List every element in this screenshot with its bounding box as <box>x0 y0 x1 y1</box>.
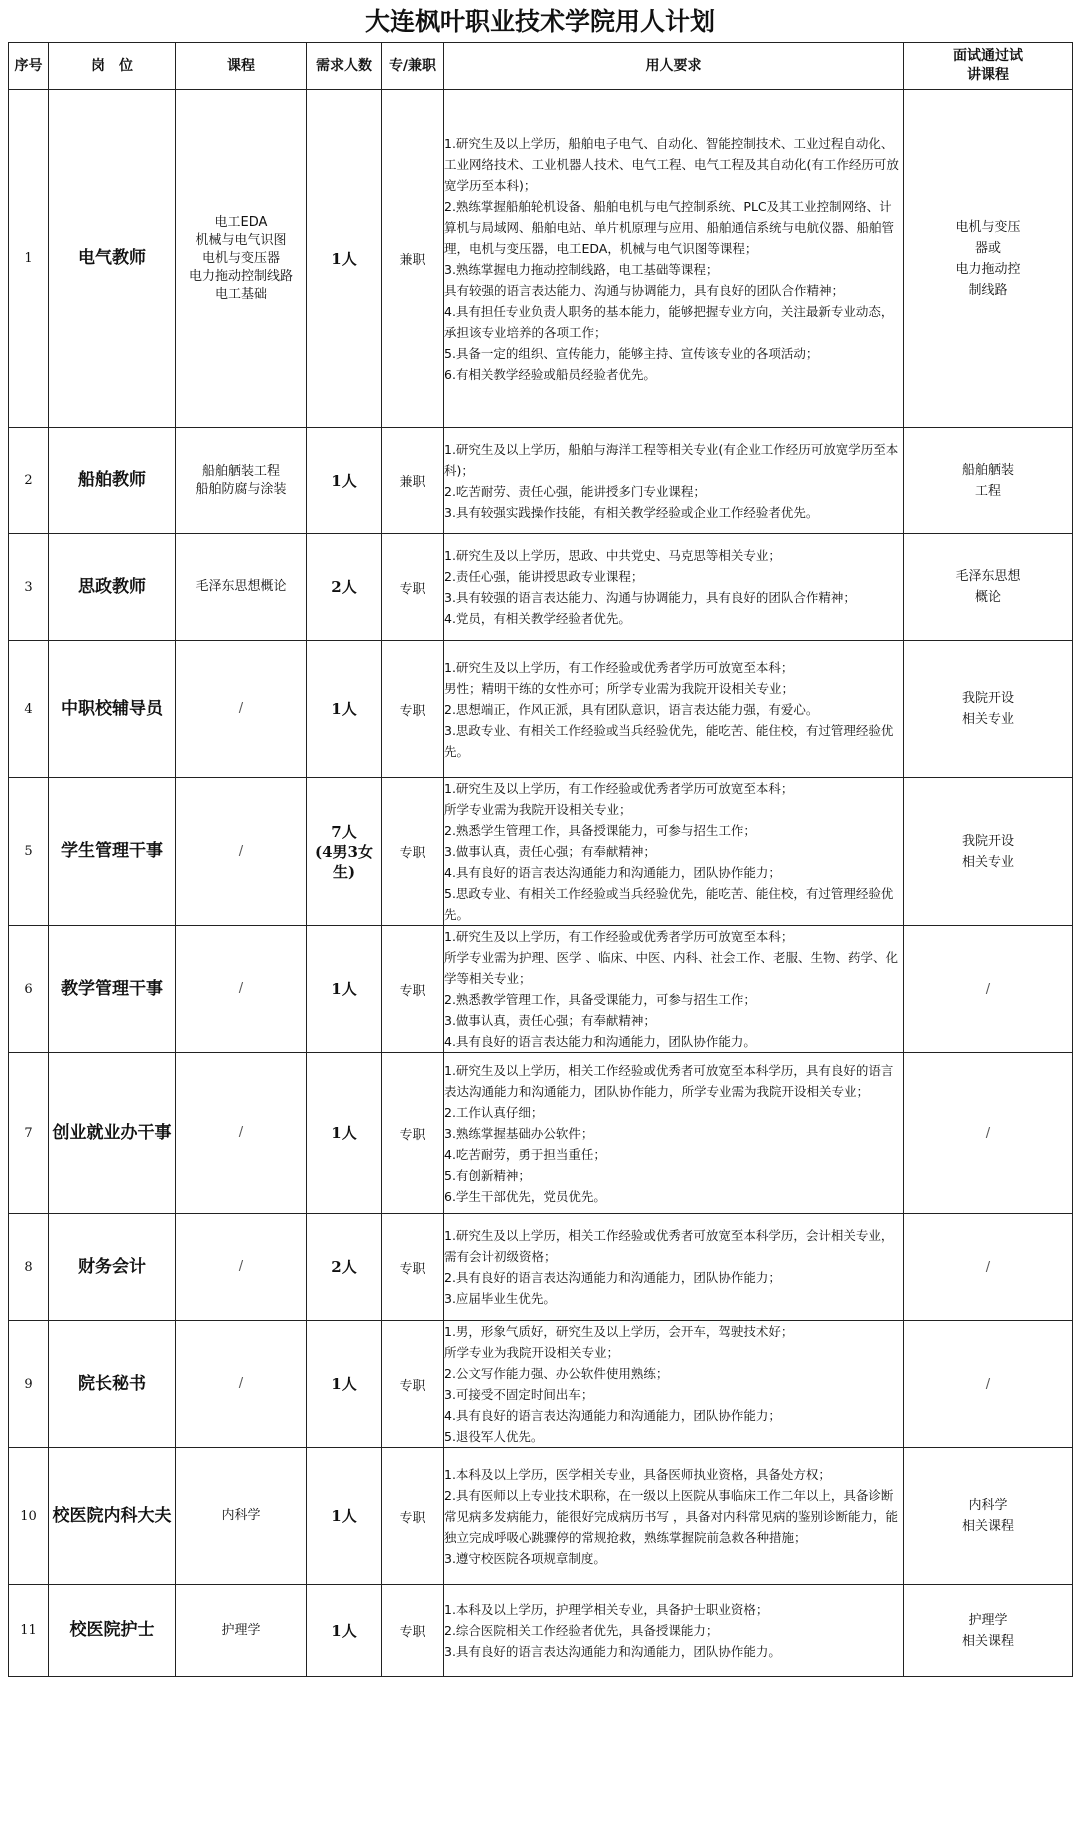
count-line: 1人 <box>331 700 357 718</box>
requirement-line: 3.具有较强实践操作技能，有相关教学经验或企业工作经验者优先。 <box>444 504 819 520</box>
requirement-line: 3.可接受不固定时间出车； <box>444 1387 594 1402</box>
requirement-line: 所学专业需为护理、医学 、临床、中医、内科、社会工作、老服、生物、药学、化学等相关专业； <box>444 950 898 986</box>
header-seq: 序号 <box>9 43 49 90</box>
cell-seq: 1 <box>9 90 49 428</box>
requirement-line: 1.本科及以上学历，护理学相关专业，具备护士职业资格； <box>444 1602 769 1617</box>
count-line: 1人 <box>331 1621 357 1640</box>
cell-course <box>176 1214 307 1321</box>
interview-line: 相关课程 <box>961 1519 1014 1534</box>
page-title: 大连枫叶职业技术学院用人计划 <box>364 7 715 36</box>
header-position: 岗 位 <box>49 43 176 90</box>
cell-position: 校医院内科大夫 <box>49 1448 176 1585</box>
requirement-line: 4.具有担任专业负责人职务的基本能力，能够把握专业方向，关注最新专业动态，承担该专业培养的各项工作； <box>444 303 894 340</box>
requirement-line: 3.遵守校医院各项规章制度。 <box>444 1550 606 1566</box>
interview-line: 船舶舾装 <box>961 462 1014 478</box>
requirement-line: 4.具有良好的语言表达能力和沟通能力，团队协作能力。 <box>444 1034 756 1049</box>
requirement-line: 1.研究生及以上学历，有工作经验或优秀者学历可放宽至本科； <box>444 781 794 796</box>
requirement-line: 2.具有医师以上专业技术职称，在一级以上医院从事临床工作二年以上，具备诊断常见病多发病能力，能很好完成病历书写 ，具备对内科常见病的鉴别诊断能力，能独立完成呼吸心跳骤停的常规抢救，熟练掌握院前急救各种措施； <box>444 1487 898 1545</box>
cell-count <box>307 778 382 926</box>
cell-position: 财务会计 <box>49 1214 176 1321</box>
requirement-line: 2.熟练掌握船舶轮机设备、船舶电机与电气控制系统、PLC及其工业控制网络、计算机与局域网、船舶电站、单片机原理与应用、船舶通信系统与电航仪器、船舶管理，电机与变压器，电工EDA，机械与电气识图等课程； <box>444 198 895 256</box>
table-row <box>9 428 1073 534</box>
cell-count <box>307 90 382 428</box>
interview-line: 制线路 <box>968 282 1008 298</box>
header-type: 专/兼职 <box>382 43 444 90</box>
interview-line: / <box>985 1125 991 1141</box>
cell-count <box>307 428 382 534</box>
course-line: 护理学 <box>221 1622 261 1638</box>
cell-course <box>176 428 307 534</box>
requirement-line: 2.思想端正，作风正派，具有团队意识，语言表达能力强，有爱心。 <box>444 701 819 717</box>
header-interview-line1: 面试通过试 <box>953 48 1023 64</box>
cell-requirements <box>444 926 904 1053</box>
interview-line: 毛泽东思想 <box>955 569 1021 584</box>
cell-course <box>176 1585 307 1677</box>
cell-position: 思政教师 <box>49 534 176 641</box>
cell-type: 专职 <box>382 926 444 1053</box>
requirement-line: 3.熟练掌握电力拖动控制线路，电工基础等课程； <box>444 261 719 277</box>
requirement-line: 男性；精明干练的女性亦可；所学专业需为我院开设相关专业； <box>444 680 795 696</box>
count-line: (4男3女生) <box>315 842 373 881</box>
cell-course <box>176 1321 307 1448</box>
header-count: 需求人数 <box>307 43 382 90</box>
requirement-line: 1.本科及以上学历，医学相关专业，具备医师执业资格，具备处方权； <box>444 1466 831 1482</box>
cell-requirements <box>444 90 904 428</box>
count-line: 2人 <box>331 1258 357 1276</box>
requirement-line: 2.责任心强，能讲授思政专业课程； <box>444 569 644 584</box>
requirement-line: 2.工作认真仔细； <box>444 1104 544 1120</box>
cell-count <box>307 641 382 778</box>
table-row <box>9 778 1073 926</box>
cell-count <box>307 1321 382 1448</box>
requirement-line: 4.具有良好的语言表达沟通能力和沟通能力，团队协作能力； <box>444 1408 781 1423</box>
count-line: 1人 <box>331 249 357 268</box>
course-line: 电力拖动控制线路 <box>188 268 293 284</box>
cell-interview-course <box>904 1214 1073 1321</box>
requirement-line: 3.具有较强的语言表达能力、沟通与协调能力，具有良好的团队合作精神； <box>444 590 856 605</box>
cell-type: 专职 <box>382 1321 444 1448</box>
requirement-line: 1.男，形象气质好，研究生及以上学历，会开车，驾驶技术好； <box>444 1324 794 1339</box>
interview-line: 我院开设 <box>961 833 1014 849</box>
requirement-line: 6.学生干部优先，党员优先。 <box>444 1188 606 1204</box>
cell-course <box>176 1448 307 1585</box>
requirement-line: 2.熟悉学生管理工作，具备授课能力，可参与招生工作； <box>444 823 756 838</box>
requirement-line: 4.吃苦耐劳，勇于担当重任； <box>444 1146 606 1162</box>
interview-line: 内科学 <box>968 1498 1008 1513</box>
cell-interview-course <box>904 778 1073 926</box>
header-requirements: 用人要求 <box>444 43 904 90</box>
interview-line: / <box>985 1259 991 1275</box>
requirement-line: 所学专业为我院开设相关专业； <box>444 1345 620 1360</box>
interview-line: / <box>985 981 991 997</box>
interview-line: 器或 <box>974 240 1001 256</box>
course-line: / <box>238 701 244 716</box>
cell-requirements <box>444 1321 904 1448</box>
header-row <box>9 43 1073 90</box>
cell-position: 校医院护士 <box>49 1585 176 1677</box>
requirement-line: 1.研究生及以上学历，船舶与海洋工程等相关专业(有企业工作经历可放宽学历至本科)； <box>444 441 899 478</box>
requirement-line: 1.研究生及以上学历，有工作经验或优秀者学历可放宽至本科； <box>444 659 794 675</box>
cell-requirements <box>444 1053 904 1214</box>
requirement-line: 2.公文写作能力强、办公软件使用熟练； <box>444 1366 669 1381</box>
course-line: / <box>238 1259 244 1274</box>
cell-seq: 6 <box>9 926 49 1053</box>
cell-seq: 11 <box>9 1585 49 1677</box>
cell-position: 教学管理干事 <box>49 926 176 1053</box>
requirement-line: 5.具备一定的组织、宣传能力，能够主持、宣传该专业的各项活动； <box>444 345 819 361</box>
hiring-plan-table <box>8 42 1073 1677</box>
requirement-line: 3.具有良好的语言表达沟通能力和沟通能力，团队协作能力。 <box>444 1644 781 1659</box>
cell-seq: 4 <box>9 641 49 778</box>
interview-line: 相关专业 <box>961 854 1014 870</box>
header-interview <box>904 43 1073 90</box>
count-line: 1人 <box>331 1375 357 1393</box>
cell-type: 专职 <box>382 641 444 778</box>
cell-interview-course <box>904 1053 1073 1214</box>
count-line: 1人 <box>331 980 357 998</box>
cell-seq: 2 <box>9 428 49 534</box>
cell-course <box>176 90 307 428</box>
cell-course <box>176 1053 307 1214</box>
course-line: 毛泽东思想概论 <box>195 579 287 594</box>
interview-line: / <box>985 1376 991 1392</box>
requirement-line: 5.思政专业、有相关工作经验或当兵经验优先，能吃苦、能住校，有过管理经验优先。 <box>444 886 894 922</box>
cell-count <box>307 926 382 1053</box>
course-line: / <box>238 843 244 859</box>
interview-line: 护理学 <box>968 1612 1008 1628</box>
table-row <box>9 1448 1073 1585</box>
header-interview-line2: 讲课程 <box>967 67 1009 83</box>
cell-seq: 7 <box>9 1053 49 1214</box>
cell-type: 专职 <box>382 778 444 926</box>
table-row <box>9 1214 1073 1321</box>
requirement-line: 1.研究生及以上学历，船舶电子电气、自动化、智能控制技术、工业过程自动化、工业网络技术、工业机器人技术、电气工程、电气工程及其自动化(有工作经历可放宽学历至本科)； <box>444 135 899 193</box>
cell-seq: 3 <box>9 534 49 641</box>
course-line: 船舶防腐与涂装 <box>195 481 287 497</box>
requirement-line: 所学专业需为我院开设相关专业； <box>444 802 632 817</box>
course-line: / <box>238 1125 244 1140</box>
cell-requirements <box>444 534 904 641</box>
cell-interview-course <box>904 428 1073 534</box>
cell-requirements <box>444 1585 904 1677</box>
cell-course <box>176 778 307 926</box>
interview-line: 相关专业 <box>961 712 1014 727</box>
cell-interview-course <box>904 1448 1073 1585</box>
requirement-line: 3.应届毕业生优先。 <box>444 1291 556 1306</box>
cell-requirements <box>444 428 904 534</box>
cell-count <box>307 1053 382 1214</box>
cell-interview-course <box>904 641 1073 778</box>
cell-interview-course <box>904 90 1073 428</box>
requirement-line: 3.熟练掌握基础办公软件； <box>444 1125 594 1141</box>
requirement-line: 3.做事认真，责任心强；有奉献精神； <box>444 844 656 859</box>
cell-type: 兼职 <box>382 90 444 428</box>
cell-position: 电气教师 <box>49 90 176 428</box>
count-line: 1人 <box>331 1124 357 1142</box>
table-row <box>9 926 1073 1053</box>
cell-interview-course <box>904 534 1073 641</box>
requirement-line: 2.综合医院相关工作经验者优先，具备授课能力； <box>444 1623 719 1638</box>
requirement-line: 1.研究生及以上学历，有工作经验或优秀者学历可放宽至本科； <box>444 929 794 944</box>
cell-type: 专职 <box>382 534 444 641</box>
count-line: 1人 <box>331 1507 357 1525</box>
cell-course <box>176 641 307 778</box>
table-row <box>9 534 1073 641</box>
cell-type: 专职 <box>382 1448 444 1585</box>
course-line: 机械与电气识图 <box>195 232 287 248</box>
cell-seq: 9 <box>9 1321 49 1448</box>
cell-seq: 5 <box>9 778 49 926</box>
cell-position: 创业就业办干事 <box>49 1053 176 1214</box>
cell-requirements <box>444 1448 904 1585</box>
interview-line: 电机与变压 <box>955 219 1021 235</box>
header-course: 课程 <box>176 43 307 90</box>
cell-type: 专职 <box>382 1585 444 1677</box>
interview-line: 电力拖动控 <box>955 261 1021 277</box>
requirement-line: 5.有创新精神； <box>444 1167 531 1183</box>
cell-count <box>307 534 382 641</box>
cell-type: 专职 <box>382 1053 444 1214</box>
requirement-line: 3.思政专业、有相关工作经验或当兵经验优先，能吃苦、能住校，有过管理经验优先。 <box>444 722 894 759</box>
cell-position: 中职校辅导员 <box>49 641 176 778</box>
cell-position: 船舶教师 <box>49 428 176 534</box>
interview-line: 工程 <box>974 483 1001 499</box>
interview-line: 相关课程 <box>961 1633 1014 1649</box>
cell-course <box>176 926 307 1053</box>
course-line: / <box>238 981 244 996</box>
course-line: 电机与变压器 <box>201 250 280 266</box>
table-row <box>9 641 1073 778</box>
count-line: 7人 <box>331 822 357 841</box>
interview-line: 我院开设 <box>961 691 1014 706</box>
course-line: 内科学 <box>221 1508 261 1523</box>
cell-requirements <box>444 1214 904 1321</box>
requirement-line: 5.退役军人优先。 <box>444 1429 544 1444</box>
cell-position: 学生管理干事 <box>49 778 176 926</box>
requirement-line: 3.做事认真，责任心强；有奉献精神； <box>444 1013 656 1028</box>
cell-count <box>307 1214 382 1321</box>
cell-seq: 10 <box>9 1448 49 1585</box>
requirement-line: 1.研究生及以上学历，思政、中共党史、马克思等相关专业； <box>444 548 781 563</box>
count-line: 2人 <box>331 578 357 596</box>
course-line: / <box>238 1376 244 1391</box>
cell-count <box>307 1585 382 1677</box>
course-line: 电工基础 <box>214 286 267 302</box>
cell-interview-course <box>904 1321 1073 1448</box>
cell-count <box>307 1448 382 1585</box>
table-row <box>9 1321 1073 1448</box>
cell-interview-course <box>904 1585 1073 1677</box>
requirement-line: 2.具有良好的语言表达沟通能力和沟通能力，团队协作能力； <box>444 1270 781 1285</box>
interview-line: 概论 <box>974 590 1001 605</box>
course-line: 船舶舾装工程 <box>201 463 280 479</box>
requirement-line: 4.具有良好的语言表达沟通能力和沟通能力，团队协作能力； <box>444 865 781 880</box>
requirement-line: 1.研究生及以上学历，相关工作经验或优秀者可放宽至本科学历，具有良好的语言表达沟通能力和沟通能力，团队协作能力，所学专业需为我院开设相关专业； <box>444 1062 894 1099</box>
cell-type: 兼职 <box>382 428 444 534</box>
requirement-line: 6.有相关教学经验或船员经验者优先。 <box>444 366 656 382</box>
table-row <box>9 1585 1073 1677</box>
cell-requirements <box>444 641 904 778</box>
cell-interview-course <box>904 926 1073 1053</box>
table-row <box>9 1053 1073 1214</box>
requirement-line: 4.党员，有相关教学经验者优先。 <box>444 611 631 626</box>
cell-course <box>176 534 307 641</box>
requirement-line: 2.吃苦耐劳、责任心强，能讲授多门专业课程； <box>444 483 706 499</box>
table-row <box>9 90 1073 428</box>
requirement-line: 1.研究生及以上学历，相关工作经验或优秀者可放宽至本科学历，会计相关专业，需有会计初级资格； <box>444 1228 894 1264</box>
course-line: 电工EDA <box>214 214 268 230</box>
requirement-line: 2.熟悉教学管理工作，具备受课能力，可参与招生工作； <box>444 992 756 1007</box>
count-line: 1人 <box>331 471 357 490</box>
cell-position: 院长秘书 <box>49 1321 176 1448</box>
cell-seq: 8 <box>9 1214 49 1321</box>
cell-requirements <box>444 778 904 926</box>
cell-type: 专职 <box>382 1214 444 1321</box>
requirement-line: 具有较强的语言表达能力、沟通与协调能力，具有良好的团队合作精神； <box>444 282 845 298</box>
